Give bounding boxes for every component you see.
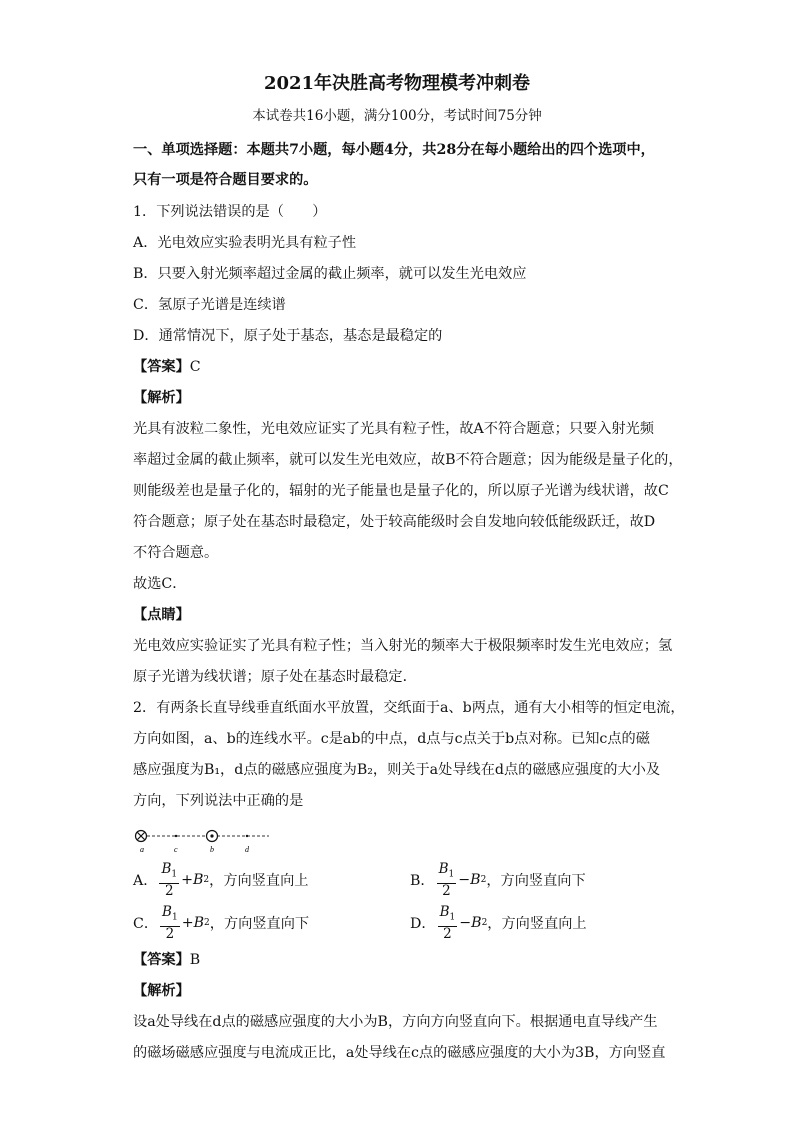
- q1-answer-label: 【答案】: [133, 359, 190, 375]
- point-d-dot: [246, 835, 248, 837]
- page-subtitle: 本试卷共16小题，满分100分，考试时间75分钟: [252, 108, 542, 124]
- q2-option-a: A． $\frac{B_1}{2}$ + B 2 ，方向竖直向上: [133, 861, 309, 899]
- q2-analysis-label: 【解析】: [133, 983, 190, 999]
- q1-analysis-line: 率超过金属的截止频率，就可以发生光电效应，故B不符合题意；因为能级是量子化的，: [133, 452, 683, 468]
- q1-analysis-line: 则能级差也是量子化的，辐射的光子能量也是量子化的，所以原子光谱为线状谱，故C: [133, 483, 669, 499]
- q1-stem: 1．下列说法错误的是（ ）: [133, 204, 327, 220]
- q2-answer: [133, 950, 200, 970]
- label-a: a: [140, 845, 144, 854]
- q2-stem-line: 方向，下列说法中正确的是: [133, 793, 304, 809]
- q1-answer: [133, 357, 201, 377]
- wire-b-out-of-page-icon: [207, 831, 218, 842]
- q1-option-b: B．只要入射光频率超过金属的截止频率，就可以发生光电效应: [133, 266, 527, 282]
- q1-analysis-label: 【解析】: [133, 390, 190, 406]
- q1-choose: 故选C．: [133, 576, 187, 592]
- q1-answer-value: C: [189, 359, 201, 375]
- wire-diagram: [133, 828, 283, 854]
- q2-option-d: D． $\frac{B_1}{2}$ − B 2 ，方向竖直向上: [410, 904, 587, 942]
- q1-comment-line: 原子光谱为线状谱；原子处在基态时最稳定．: [133, 669, 417, 685]
- q1-comment-label: 【点睛】: [133, 607, 190, 623]
- section-heading-line1: 一、单项选择题：本题共7小题，每小题4分，共28分在每小题给出的四个选项中，: [133, 142, 655, 158]
- label-d: d: [245, 845, 249, 854]
- q1-option-c: C．氢原子光谱是连续谱: [133, 297, 286, 313]
- q1-comment-line: 光电效应实验证实了光具有粒子性；当入射光的频率大于极限频率时发生光电效应；氢: [133, 638, 673, 654]
- q2-option-b: B． $\frac{B_1}{2}$ − B 2 ，方向竖直向下: [410, 861, 586, 899]
- q2-answer-value: B: [189, 952, 201, 968]
- q2-option-c: C． $\frac{B_1}{2}$ + B 2 ，方向竖直向下: [133, 904, 310, 942]
- q1-analysis-line: 符合题意；原子处在基态时最稳定，处于较高能级时会自发地向较低能级跃迁，故D: [133, 514, 656, 530]
- label-c: c: [174, 845, 178, 854]
- label-b: b: [210, 845, 214, 854]
- q2-analysis-line: 设a处导线在d点的磁感应强度的大小为B，方向方向竖直向下。根据通电直导线产生: [133, 1014, 658, 1030]
- q2-stem-line: 方向如图，a、b的连线水平。c是ab的中点，d点与c点关于b点对称。已知c点的磁: [133, 731, 650, 747]
- point-c-dot: [175, 835, 177, 837]
- section-heading-line2: 只有一项是符合题目要求的。: [133, 172, 318, 188]
- q2-answer-label: 【答案】: [133, 952, 190, 968]
- q1-analysis-line: 光具有波粒二象性，光电效应证实了光具有粒子性，故A不符合题意；只要入射光频: [133, 421, 654, 437]
- page-title: 2021年决胜高考物理模考冲刺卷: [263, 73, 531, 94]
- q1-option-d: D．通常情况下，原子处于基态，基态是最稳定的: [133, 328, 443, 344]
- q2-analysis-line: 的磁场磁感应强度与电流成正比，a处导线在c点的磁感应强度的大小为3B，方向竖直: [133, 1045, 666, 1061]
- q2-stem-line: 感应强度为B₁，d点的磁感应强度为B₂，则关于a处导线在d点的磁感应强度的大小及: [133, 762, 661, 778]
- q2-stem-line: 2．有两条长直导线垂直纸面水平放置，交纸面于a、b两点，通有大小相等的恒定电流，: [133, 700, 685, 716]
- q1-analysis-line: 不符合题意。: [133, 545, 219, 561]
- q1-option-a: A．光电效应实验表明光具有粒子性: [133, 235, 357, 251]
- wire-a-into-page-icon: [136, 831, 147, 842]
